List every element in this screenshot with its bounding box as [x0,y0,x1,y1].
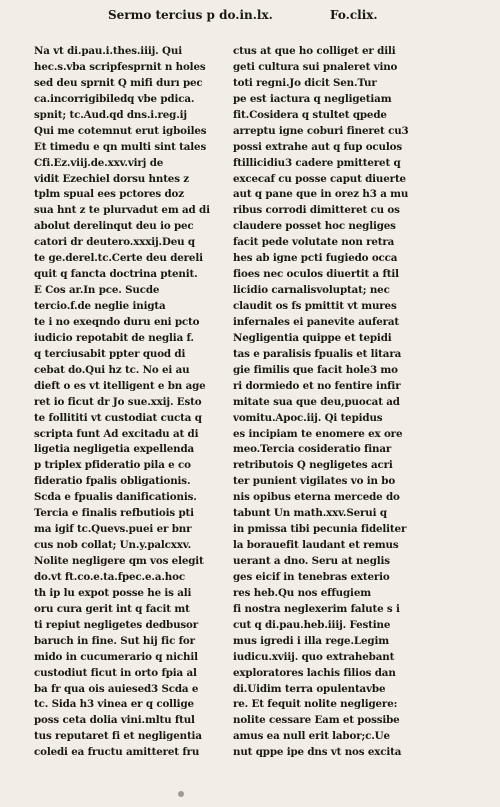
text-line: ma igif tc.Quevs.puei er bnr [34,523,192,536]
text-line: nolite cessare Eam et possibe [233,714,400,727]
header-left-text: Sermo tercius p do.in.lx. [108,8,273,22]
text-line: vidit Ezechiel dorsu hntes z [34,172,189,185]
text-line: possi extrahe aut q fup oculos [233,140,403,153]
text-line: di.Uidim terra opulentavbe [233,682,386,695]
text-line: gie fimilis que facit hole3 mo [233,363,398,376]
text-line: ti repiut negligetes dedbusor [34,618,199,631]
text-line: meo.Tercia cosideratio finar [233,443,392,456]
text-line: hes ab igne pcti fugiedo occa [233,252,398,265]
text-line: tercio.f.de neglie inigta [34,300,166,312]
text-line: Nolite negligere qm vos elegit [34,555,204,567]
text-line: fioes nec oculos diuertit a ftil [233,268,399,281]
text-line: th ip lu expot posse he is ali [34,586,192,599]
paper-spot [178,791,184,797]
text-line: catori dr deutero.xxxij.Deu q [34,236,195,249]
text-line: arreptu igne coburi fineret cu3 [233,124,409,137]
text-line: do.vt ft.co.e.ta.fpec.e.a.hoc [34,570,185,583]
text-line: iudicu.xviij. quo extrahebant [233,650,395,663]
text-line: aut q pane que in orez h3 a mu [233,188,409,201]
text-line: coledi ea fructu amitteret fru [34,746,200,759]
text-line: ter punient vigilates vo in bo [233,475,396,488]
text-line: ribus corrodi dimitteret cu os [233,204,400,217]
text-line: ges eicif in tenebras exterio [233,570,390,583]
text-line: E Cos ar.In pce. Sucde [34,284,160,297]
text-line: q terciusabit ppter quod di [34,347,186,360]
text-line: fi nostra neglexerim falute s i [233,602,400,615]
text-line: nis opibus eterna mercede do [233,491,400,504]
text-line: tabunt Un math.xxv.Serui q [233,507,387,520]
text-line: tplm spual ees pctores doz [34,188,184,201]
text-line: mitate sua que deu,puocat ad [233,395,400,408]
text-line: poss ceta dolia vini.mltu ftul [34,714,195,727]
text-line: claudere posset hoc negliges [233,220,396,233]
text-line: facit pede volutate non retra [233,236,395,249]
text-line: es incipiam te enomere ex ore [233,427,403,440]
text-line: excecaf cu posse caput diuerte [233,172,406,185]
text-line: iudicio repotabit de neglia f. [34,331,194,344]
text-line: scripta funt Ad excitadu at di [34,427,199,440]
text-line: retributois Q negligetes acri [233,459,393,472]
text-line: nut qppe ipe dns vt nos excita [233,746,402,759]
text-line: amus ea null erit labor;c.Ue [233,730,390,743]
text-line: res heb.Qu nos effugiem [233,586,371,599]
text-line: Et timedu e qn multi sint tales [34,140,207,153]
text-line: ligetia negligetia expellenda [34,443,195,456]
text-line: infernales ei panevite auferat [233,315,400,328]
text-line: pe est iactura q negligetiam [233,92,392,105]
text-line: Negligentia quippe et tepidi [233,331,392,344]
text-line: ctus at que ho colliget er dili [233,45,396,57]
text-line: mus igredi i illa rege.Legim [233,634,389,647]
text-line: uerant a dno. Seru at neglis [233,555,390,567]
text-line: ret io ficut dr Jo sue.xxij. Esto [34,395,202,408]
text-line: quit q fancta doctrina ptenit. [34,268,198,281]
text-line: te follititi vt custodiat cucta q [34,411,202,424]
text-line: p triplex pfideratio pila e co [34,459,191,472]
text-line: ca.incorrigibiledq vbe pdica. [34,92,195,105]
text-line: cut q di.pau.heb.iiij. Festine [233,618,391,631]
text-line: fideratio fpalis obligationis. [34,475,191,488]
text-line: Cfi.Ez.viij.de.xxv.virj de [34,156,164,169]
text-line: fit.Cosidera q stultet qpede [233,108,387,121]
text-line: cus nob collat; Un.y.palcxxv. [34,539,192,552]
text-line: ftillicidiu3 cadere pmitteret q [233,156,401,169]
text-line: Na vt di.pau.i.thes.iiij. Qui [34,45,182,57]
text-line: Tercia e finalis refbutiois pti [34,507,194,520]
text-line: spnit; tc.Aud.qd dns.i.reg.ij [34,108,188,121]
text-line: dieft o es vt itelligent e bn age [34,379,206,392]
text-line: te i no exeqndo duru eni pcto [34,315,200,328]
text-line: tus reputaret fi et negligentia [34,730,202,743]
text-line: in pmissa tibi pecunia fideliter [233,523,407,536]
text-line: vomitu.Apoc.iij. Qi tepidus [233,411,383,424]
text-line: ba fr qua ois auiesed3 Scda e [34,682,199,695]
text-line: Qui me cotemnut erut igboiles [34,124,207,137]
text-line: licidio carnalisvoluptat; nec [233,284,390,297]
left-column [34,44,242,761]
text-line: re. Et fequit nolite negligere: [233,698,398,711]
text-line: abolut derelinqut deu io pec [34,220,194,233]
text-line: tc. Sida h3 vinea er q collige [34,698,194,711]
text-line: ri dormiedo et no fentire infir [233,379,401,392]
text-line: tas e paralisis fpualis et litara [233,347,402,360]
text-line: hec.s.vba scripfesprnit n holes [34,60,206,73]
text-line: la borauefit laudant et remus [233,539,399,552]
text-line: claudit os fs pmittit vt mures [233,300,397,312]
text-line: te ge.derel.tc.Certe deu dereli [34,252,203,265]
folio-number: Fo.clix. [330,8,378,22]
text-line: baruch in fine. Sut hij fic for [34,634,195,647]
text-line: sua hnt z te plurvadut em ad di [34,204,210,217]
text-line: toti regni.Jo dicit Sen.Tur [233,76,377,89]
text-line: geti cultura sui pnaleret vino [233,60,398,73]
right-column [233,44,445,761]
text-line: exploratores lachis filios dan [233,666,396,679]
text-line: oru cura gerit int q facit mt [34,602,190,615]
text-line: sed deu sprnit Q mifi durı pec [34,76,203,89]
text-line: cebat do.Qui hz tc. No ei au [34,363,190,376]
text-line: Scda e fpualis danificationis. [34,491,197,504]
running-header [0,6,500,28]
text-line: mido in cucumerario q nichil [34,650,198,663]
text-line: custodiut ficut in orto fpia al [34,666,197,679]
